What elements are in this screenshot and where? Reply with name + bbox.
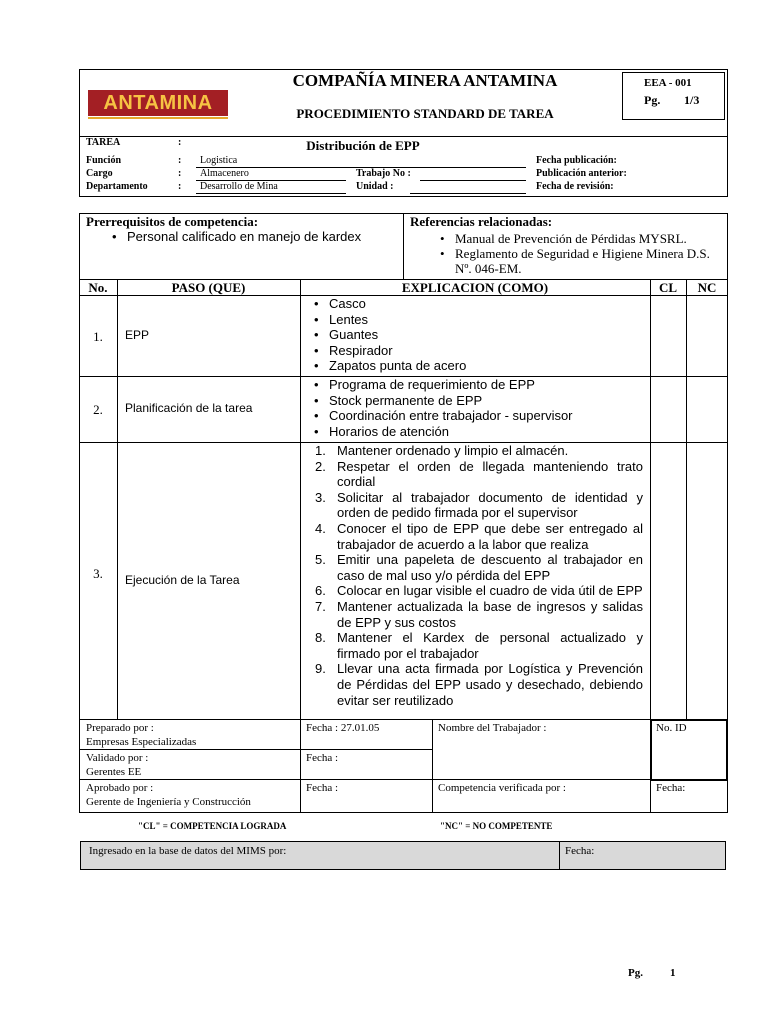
row3-step: 1. Mantener ordenado y limpio el almacén.: [315, 443, 569, 458]
sig-row-1: [79, 749, 432, 750]
refs-list: [440, 231, 715, 276]
refs-title: Referencias relacionadas:: [410, 214, 553, 229]
row3-steps: [315, 443, 643, 708]
row3-step: 2. Respetar el orden de llegada manteniendo trato cordial: [315, 458, 643, 490]
doc-page-value: 1/3: [684, 93, 700, 107]
row3-bottom: [79, 719, 728, 720]
row2-paso: Planificación de la tarea: [125, 401, 253, 415]
publicacion-anterior-label: Publicación anterior:: [536, 168, 627, 179]
doc-page-label: Pg.: [644, 93, 661, 107]
col-line-nc: [686, 279, 687, 719]
row1-paso: EPP: [125, 328, 150, 342]
row3-paso: Ejecución de la Tarea: [125, 573, 240, 587]
departamento-value: Desarrollo de Mina: [200, 181, 278, 192]
cargo-colon: :: [178, 168, 182, 179]
prereq-divider: [403, 213, 404, 279]
col-line-cl: [650, 279, 651, 719]
footer-page-number: 1: [670, 967, 676, 979]
no-id-label: No. ID: [656, 722, 687, 734]
row3-step: 8. Mantener el Kardex de personal actualizado y firmado por el trabajador: [315, 630, 643, 661]
th-nc: NC: [697, 280, 717, 295]
company-name: COMPAÑÍA MINERA ANTAMINA: [292, 71, 558, 90]
row2-item: • Coordinación entre trabajador - supervisor: [314, 408, 644, 424]
preparado-value: Empresas Especializadas: [86, 736, 197, 748]
row2-item: • Programa de requerimiento de EPP: [314, 377, 644, 393]
header-divider: [79, 136, 728, 137]
fecha-preparado: Fecha : 27.01.05: [306, 722, 380, 734]
departamento-colon: :: [178, 181, 182, 192]
row3-step: 5. Emitir una papeleta de descuento al trabajador en caso de mal uso y/o pérdida del EPP: [315, 552, 643, 583]
validado-label: Validado por :: [86, 752, 149, 764]
row3-no: 3.: [93, 566, 103, 581]
fecha-validado: Fecha :: [306, 752, 339, 764]
row3-step: 4. Conocer el tipo de EPP que debe ser entregado al trabajador de acuerdo a la labor que realiza: [315, 520, 643, 552]
row2-item: • Horarios de atención: [314, 424, 644, 440]
row3-step: 9. Llevar una acta firmada por Logística y Prevención de Pérdidas del EPP usado y desechado, debiendo evitar ser reutilizado: [315, 661, 643, 708]
funcion-value: Logistica: [200, 155, 238, 166]
funcion-colon: :: [178, 155, 182, 166]
row2-items: [314, 377, 644, 439]
footer-page-label: Pg.: [628, 967, 643, 979]
logo-underline: [88, 117, 228, 119]
row1-item: • Casco: [314, 296, 644, 312]
row1-item: • Zapatos punta de acero: [314, 358, 644, 374]
row3-step: 6. Colocar en lugar visible el cuadro de vida útil de EPP: [315, 583, 643, 599]
row1-no: 1.: [93, 329, 103, 344]
fecha-publicacion-label: Fecha publicación:: [536, 155, 617, 166]
row1-item: • Respirador: [314, 343, 644, 359]
aprobado-value: Gerente de Ingeniería y Construcción: [86, 796, 251, 808]
fecha-revision-label: Fecha de revisión:: [536, 181, 614, 192]
th-cl: CL: [658, 280, 678, 295]
th-explicacion: EXPLICACION (COMO): [401, 280, 549, 295]
fecha-competencia: Fecha:: [656, 782, 686, 794]
cargo-value: Almacenero: [200, 168, 249, 179]
validado-value: Gerentes EE: [86, 766, 142, 778]
trabajo-underline: [420, 180, 526, 181]
ref-item: • Manual de Prevención de Pérdidas MYSRL.: [440, 231, 715, 246]
nombre-trabajador-label: Nombre del Trabajador :: [438, 722, 547, 734]
fecha-aprobado: Fecha :: [306, 782, 339, 794]
departamento-underline: [196, 193, 346, 194]
unidad-underline: [410, 193, 526, 194]
col-line-no: [117, 279, 118, 719]
aprobado-label: Aprobado por :: [86, 782, 154, 794]
prereq-title: Prerrequisitos de competencia:: [86, 214, 259, 229]
unidad-label: Unidad :: [356, 181, 394, 192]
sig-row-2: [79, 779, 728, 780]
row3-step: 3. Solicitar al trabajador documento de identidad y orden de pedido firmada por el supervisor: [315, 489, 643, 521]
antamina-logo: ANTAMINA: [88, 90, 228, 116]
sig-col-1: [300, 719, 301, 813]
preparado-label: Preparado por :: [86, 722, 154, 734]
sig-col-2: [432, 719, 433, 813]
th-no: No.: [88, 280, 108, 295]
mims-label: Ingresado en la base de datos del MIMS por:: [89, 845, 287, 857]
row1-item: • Guantes: [314, 327, 644, 343]
row1-item: • Lentes: [314, 312, 644, 328]
doc-code: EEA - 001: [644, 77, 692, 89]
competencia-label: Competencia verificada por :: [438, 782, 566, 794]
ref-item: • Reglamento de Seguridad e Higiene Minera D.S. Nº. 046-EM.: [440, 246, 715, 276]
prereq-item: • Personal calificado en manejo de kardex: [112, 229, 397, 245]
tarea-colon: :: [178, 137, 182, 148]
tarea-label: TAREA: [86, 137, 121, 148]
funcion-label: Función: [86, 155, 122, 166]
legend-cl: "CL" = COMPETENCIA LOGRADA: [138, 821, 287, 831]
row1-items: [314, 296, 644, 374]
tarea-value: Distribución de EPP: [306, 138, 420, 153]
row3-step: 7. Mantener actualizada la base de ingresos y salidas de EPP y sus costos: [315, 598, 643, 630]
legend-nc: "NC" = NO COMPETENTE: [440, 821, 553, 831]
col-line-paso: [300, 279, 301, 719]
trabajo-label: Trabajo No :: [356, 168, 411, 179]
row2-item: • Stock permanente de EPP: [314, 393, 644, 409]
departamento-label: Departamento: [86, 181, 148, 192]
cargo-label: Cargo: [86, 168, 113, 179]
procedure-subtitle: PROCEDIMIENTO STANDARD DE TAREA: [296, 106, 554, 121]
row2-no: 2.: [93, 402, 103, 417]
prereq-list: [112, 229, 397, 245]
mims-fecha: Fecha:: [565, 845, 595, 857]
th-paso: PASO (QUE): [171, 280, 246, 295]
mims-divider: [559, 841, 560, 870]
